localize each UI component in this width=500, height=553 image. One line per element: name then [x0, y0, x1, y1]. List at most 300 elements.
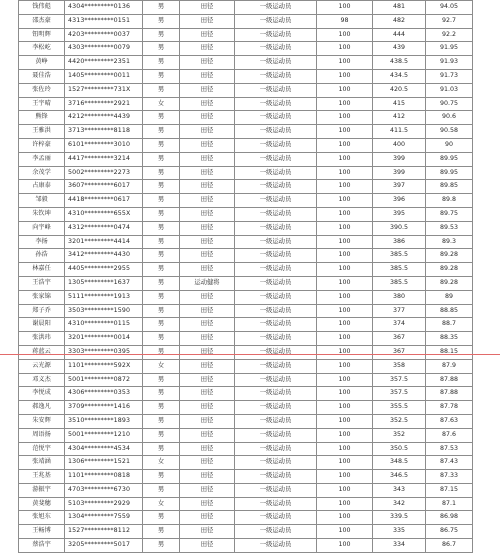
athlete-name-cell: 李松屹 [19, 42, 65, 56]
gender-cell: 男 [143, 249, 180, 263]
total-score-cell: 89.28 [426, 249, 473, 263]
score-b-cell: 377 [373, 304, 426, 318]
athlete-level-cell: 一级运动员 [235, 470, 317, 484]
athlete-level-cell: 一级运动员 [235, 14, 317, 28]
gender-cell: 男 [143, 235, 180, 249]
total-score-cell: 89.3 [426, 235, 473, 249]
id-number-cell: 5103*********2929 [65, 497, 143, 511]
total-score-cell: 89.95 [426, 166, 473, 180]
sport-cell: 田径 [180, 56, 235, 70]
score-b-cell: 346.5 [373, 470, 426, 484]
athlete-level-cell: 一级运动员 [235, 111, 317, 125]
table-row [19, 28, 473, 42]
table-row [19, 125, 473, 139]
id-number-cell: 4310*********655X [65, 207, 143, 221]
sport-cell: 田径 [180, 304, 235, 318]
sport-cell: 田径 [180, 414, 235, 428]
athlete-name-cell: 朱安辉 [19, 414, 65, 428]
total-score-cell: 89.28 [426, 263, 473, 277]
total-score-cell: 87.78 [426, 401, 473, 415]
score-b-cell: 385.5 [373, 249, 426, 263]
total-score-cell: 87.33 [426, 470, 473, 484]
gender-cell: 男 [143, 304, 180, 318]
score-a-cell: 100 [317, 28, 373, 42]
score-a-cell: 100 [317, 111, 373, 125]
score-b-cell: 357.5 [373, 373, 426, 387]
score-a-cell: 100 [317, 194, 373, 208]
athlete-name-cell: 李孟丽 [19, 152, 65, 166]
total-score-cell: 87.43 [426, 456, 473, 470]
score-a-cell: 100 [317, 249, 373, 263]
score-a-cell: 100 [317, 414, 373, 428]
athlete-name-cell: 张靖涵 [19, 456, 65, 470]
total-score-cell: 90.58 [426, 125, 473, 139]
id-number-cell: 4304*********0136 [65, 1, 143, 15]
score-b-cell: 438.5 [373, 56, 426, 70]
athlete-name-cell: 周语扬 [19, 428, 65, 442]
athlete-level-cell: 一级运动员 [235, 235, 317, 249]
id-number-cell: 1527*********8112 [65, 525, 143, 539]
score-a-cell: 100 [317, 235, 373, 249]
gender-cell: 女 [143, 497, 180, 511]
total-score-cell: 89.53 [426, 221, 473, 235]
athlete-name-cell: 蒋蓝云 [19, 345, 65, 359]
id-number-cell: 1527*********731X [65, 83, 143, 97]
athlete-name-cell: 王浩宇 [19, 276, 65, 290]
total-score-cell: 87.9 [426, 359, 473, 373]
id-number-cell: 3716*********2921 [65, 97, 143, 111]
sport-cell: 田径 [180, 456, 235, 470]
sport-cell: 田径 [180, 525, 235, 539]
score-b-cell: 411.5 [373, 125, 426, 139]
athlete-level-cell: 一级运动员 [235, 359, 317, 373]
score-a-cell: 100 [317, 332, 373, 346]
table-row [19, 525, 473, 539]
score-b-cell: 357.5 [373, 387, 426, 401]
total-score-cell: 91.93 [426, 56, 473, 70]
athlete-name-cell: 王兆基 [19, 470, 65, 484]
sport-cell: 田径 [180, 332, 235, 346]
gender-cell: 男 [143, 111, 180, 125]
score-a-cell: 100 [317, 497, 373, 511]
score-b-cell: 343 [373, 483, 426, 497]
athlete-name-cell: 孙浩 [19, 249, 65, 263]
id-number-cell: 4306*********0353 [65, 387, 143, 401]
table-row [19, 166, 473, 180]
gender-cell: 男 [143, 207, 180, 221]
athlete-level-cell: 一级运动员 [235, 318, 317, 332]
athlete-level-cell: 一级运动员 [235, 125, 317, 139]
sport-cell: 田径 [180, 69, 235, 83]
score-a-cell: 100 [317, 69, 373, 83]
total-score-cell: 87.88 [426, 373, 473, 387]
athlete-name-cell: 蔡浩宇 [19, 539, 65, 553]
score-b-cell: 367 [373, 345, 426, 359]
score-b-cell: 390.5 [373, 221, 426, 235]
id-number-cell: 4418*********0617 [65, 194, 143, 208]
gender-cell: 男 [143, 373, 180, 387]
table-row [19, 483, 473, 497]
total-score-cell: 87.88 [426, 387, 473, 401]
table-row [19, 152, 473, 166]
athlete-level-cell: 一级运动员 [235, 166, 317, 180]
score-a-cell: 100 [317, 318, 373, 332]
gender-cell: 女 [143, 97, 180, 111]
id-number-cell: 3412*********4430 [65, 249, 143, 263]
sport-cell: 田径 [180, 14, 235, 28]
gender-cell: 男 [143, 69, 180, 83]
score-b-cell: 385.5 [373, 263, 426, 277]
score-b-cell: 367 [373, 332, 426, 346]
gender-cell: 男 [143, 14, 180, 28]
score-b-cell: 400 [373, 138, 426, 152]
score-b-cell: 380 [373, 290, 426, 304]
gender-cell: 男 [143, 276, 180, 290]
athlete-level-cell: 一级运动员 [235, 483, 317, 497]
gender-cell: 男 [143, 1, 180, 15]
id-number-cell: 4310*********0115 [65, 318, 143, 332]
id-number-cell: 6101*********3010 [65, 138, 143, 152]
gender-cell: 男 [143, 28, 180, 42]
score-a-cell: 100 [317, 401, 373, 415]
score-b-cell: 355.5 [373, 401, 426, 415]
table-row [19, 194, 473, 208]
total-score-cell: 89.95 [426, 152, 473, 166]
score-a-cell: 100 [317, 180, 373, 194]
id-number-cell: 1405*********0011 [65, 69, 143, 83]
id-number-cell: 4203*********0037 [65, 28, 143, 42]
athlete-name-cell: 张洪玮 [19, 332, 65, 346]
table-row [19, 456, 473, 470]
id-number-cell: 3303*********0395 [65, 345, 143, 359]
total-score-cell: 87.15 [426, 483, 473, 497]
id-number-cell: 4417*********3214 [65, 152, 143, 166]
table-row [19, 428, 473, 442]
table-row [19, 332, 473, 346]
sport-cell: 田径 [180, 511, 235, 525]
athlete-level-cell: 一级运动员 [235, 249, 317, 263]
athlete-level-cell: 一级运动员 [235, 221, 317, 235]
score-b-cell: 396 [373, 194, 426, 208]
score-b-cell: 439 [373, 42, 426, 56]
score-b-cell: 444 [373, 28, 426, 42]
score-a-cell: 100 [317, 1, 373, 15]
score-a-cell: 100 [317, 138, 373, 152]
score-a-cell: 100 [317, 304, 373, 318]
score-a-cell: 100 [317, 539, 373, 553]
id-number-cell: 4304*********4534 [65, 442, 143, 456]
athlete-level-cell: 一级运动员 [235, 83, 317, 97]
sport-cell: 田径 [180, 111, 235, 125]
total-score-cell: 89.75 [426, 207, 473, 221]
gender-cell: 男 [143, 180, 180, 194]
table-row [19, 69, 473, 83]
total-score-cell: 89 [426, 290, 473, 304]
athlete-level-cell: 一级运动员 [235, 207, 317, 221]
id-number-cell: 1306*********1521 [65, 456, 143, 470]
sport-cell: 田径 [180, 97, 235, 111]
athlete-level-cell: 一级运动员 [235, 373, 317, 387]
table-row [19, 180, 473, 194]
total-score-cell: 91.73 [426, 69, 473, 83]
total-score-cell: 86.7 [426, 539, 473, 553]
sport-cell: 田径 [180, 290, 235, 304]
cutoff-line [0, 354, 500, 355]
athlete-name-cell: 云光源 [19, 359, 65, 373]
gender-cell: 男 [143, 83, 180, 97]
score-b-cell: 481 [373, 1, 426, 15]
gender-cell: 男 [143, 263, 180, 277]
score-a-cell: 100 [317, 221, 373, 235]
total-score-cell: 87.6 [426, 428, 473, 442]
gender-cell: 男 [143, 332, 180, 346]
gender-cell: 男 [143, 194, 180, 208]
athlete-level-cell: 一级运动员 [235, 152, 317, 166]
score-a-cell: 100 [317, 42, 373, 56]
sport-cell: 田径 [180, 359, 235, 373]
id-number-cell: 1101*********0818 [65, 470, 143, 484]
score-b-cell: 374 [373, 318, 426, 332]
gender-cell: 男 [143, 470, 180, 484]
sport-cell: 田径 [180, 152, 235, 166]
total-score-cell: 87.1 [426, 497, 473, 511]
table-row [19, 138, 473, 152]
table-row [19, 42, 473, 56]
table-row [19, 401, 473, 415]
score-b-cell: 415 [373, 97, 426, 111]
id-number-cell: 1304*********7559 [65, 511, 143, 525]
score-a-cell: 100 [317, 56, 373, 70]
athlete-level-cell: 一级运动员 [235, 194, 317, 208]
sport-cell: 田径 [180, 483, 235, 497]
athlete-name-cell: 王雅洪 [19, 125, 65, 139]
athlete-name-cell: 郝逸凡 [19, 401, 65, 415]
table-row [19, 470, 473, 484]
gender-cell: 男 [143, 483, 180, 497]
athlete-level-cell: 一级运动员 [235, 332, 317, 346]
total-score-cell: 90.75 [426, 97, 473, 111]
sport-cell: 田径 [180, 373, 235, 387]
table-row [19, 318, 473, 332]
athlete-name-cell: 聂佳浩 [19, 69, 65, 83]
score-b-cell: 420.5 [373, 83, 426, 97]
score-b-cell: 412 [373, 111, 426, 125]
score-a-cell: 100 [317, 83, 373, 97]
score-a-cell: 100 [317, 483, 373, 497]
table-row [19, 235, 473, 249]
total-score-cell: 86.98 [426, 511, 473, 525]
sport-cell: 田径 [180, 345, 235, 359]
id-number-cell: 1305*********1637 [65, 276, 143, 290]
table-row [19, 442, 473, 456]
total-score-cell: 89.28 [426, 276, 473, 290]
sport-cell: 田径 [180, 166, 235, 180]
athlete-level-cell: 一级运动员 [235, 276, 317, 290]
sport-cell: 田径 [180, 387, 235, 401]
athlete-level-cell: 一级运动员 [235, 69, 317, 83]
sport-cell: 田径 [180, 125, 235, 139]
total-score-cell: 90.6 [426, 111, 473, 125]
gender-cell: 男 [143, 345, 180, 359]
athlete-level-cell: 一级运动员 [235, 138, 317, 152]
score-b-cell: 352 [373, 428, 426, 442]
sport-cell: 田径 [180, 207, 235, 221]
athlete-name-cell: 邹毅 [19, 194, 65, 208]
id-number-cell: 4405*********2955 [65, 263, 143, 277]
table-body [19, 1, 473, 553]
total-score-cell: 92.2 [426, 28, 473, 42]
sport-cell: 田径 [180, 401, 235, 415]
id-number-cell: 3503*********1590 [65, 304, 143, 318]
table-row [19, 539, 473, 553]
sport-cell: 田径 [180, 428, 235, 442]
sport-cell: 田径 [180, 83, 235, 97]
id-number-cell: 4303*********0079 [65, 42, 143, 56]
athlete-name-cell: 钮明辉 [19, 28, 65, 42]
total-score-cell: 87.63 [426, 414, 473, 428]
score-b-cell: 358 [373, 359, 426, 373]
score-b-cell: 352.5 [373, 414, 426, 428]
total-score-cell: 89.8 [426, 194, 473, 208]
athlete-name-cell: 王宇晴 [19, 97, 65, 111]
score-a-cell: 100 [317, 125, 373, 139]
id-number-cell: 3205*********5017 [65, 539, 143, 553]
sport-cell: 运动健将 [180, 276, 235, 290]
athlete-level-cell: 一级运动员 [235, 180, 317, 194]
athlete-name-cell: 王畅博 [19, 525, 65, 539]
gender-cell: 男 [143, 387, 180, 401]
sport-cell: 田径 [180, 470, 235, 484]
score-a-cell: 100 [317, 511, 373, 525]
table-row [19, 249, 473, 263]
table-row [19, 290, 473, 304]
gender-cell: 男 [143, 125, 180, 139]
sport-cell: 田径 [180, 249, 235, 263]
athlete-name-cell: 张佐玲 [19, 83, 65, 97]
score-b-cell: 339.5 [373, 511, 426, 525]
athlete-name-cell: 张旭东 [19, 511, 65, 525]
athlete-level-cell: 一级运动员 [235, 387, 317, 401]
id-number-cell: 3201*********0014 [65, 332, 143, 346]
table-row [19, 414, 473, 428]
gender-cell: 男 [143, 525, 180, 539]
id-number-cell: 3607*********6017 [65, 180, 143, 194]
id-number-cell: 3713*********8118 [65, 125, 143, 139]
athlete-name-cell: 邵杰豪 [19, 14, 65, 28]
athlete-level-cell: 一级运动员 [235, 525, 317, 539]
gender-cell: 女 [143, 359, 180, 373]
score-a-cell: 100 [317, 166, 373, 180]
sport-cell: 田径 [180, 28, 235, 42]
athlete-name-cell: 林嘉任 [19, 263, 65, 277]
total-score-cell: 90 [426, 138, 473, 152]
gender-cell: 男 [143, 511, 180, 525]
id-number-cell: 4212*********4439 [65, 111, 143, 125]
score-a-cell: 100 [317, 290, 373, 304]
sport-cell: 田径 [180, 235, 235, 249]
id-number-cell: 3510*********1893 [65, 414, 143, 428]
gender-cell: 男 [143, 442, 180, 456]
score-a-cell: 100 [317, 525, 373, 539]
id-number-cell: 5001*********0872 [65, 373, 143, 387]
total-score-cell: 87.53 [426, 442, 473, 456]
athlete-score-table [18, 0, 473, 553]
gender-cell: 男 [143, 401, 180, 415]
athlete-level-cell: 一级运动员 [235, 1, 317, 15]
gender-cell: 女 [143, 456, 180, 470]
sport-cell: 田径 [180, 497, 235, 511]
athlete-name-cell: 谢晨阳 [19, 318, 65, 332]
gender-cell: 男 [143, 152, 180, 166]
sport-cell: 田径 [180, 42, 235, 56]
table-row [19, 83, 473, 97]
athlete-name-cell: 黄斐穗 [19, 497, 65, 511]
athlete-name-cell: 郑子乔 [19, 304, 65, 318]
table-row [19, 276, 473, 290]
sport-cell: 田径 [180, 263, 235, 277]
score-a-cell: 100 [317, 152, 373, 166]
score-a-cell: 100 [317, 207, 373, 221]
score-b-cell: 397 [373, 180, 426, 194]
total-score-cell: 91.03 [426, 83, 473, 97]
table-row [19, 387, 473, 401]
id-number-cell: 4312*********0474 [65, 221, 143, 235]
sport-cell: 田径 [180, 221, 235, 235]
gender-cell: 男 [143, 318, 180, 332]
table-row [19, 56, 473, 70]
gender-cell: 男 [143, 138, 180, 152]
score-b-cell: 385.5 [373, 276, 426, 290]
total-score-cell: 89.85 [426, 180, 473, 194]
table-row [19, 304, 473, 318]
table-row [19, 373, 473, 387]
total-score-cell: 88.15 [426, 345, 473, 359]
table-row [19, 111, 473, 125]
gender-cell: 男 [143, 414, 180, 428]
score-b-cell: 399 [373, 152, 426, 166]
score-a-cell: 100 [317, 359, 373, 373]
athlete-level-cell: 一级运动员 [235, 428, 317, 442]
score-b-cell: 434.5 [373, 69, 426, 83]
gender-cell: 男 [143, 539, 180, 553]
sport-cell: 田径 [180, 194, 235, 208]
score-a-cell: 100 [317, 456, 373, 470]
athlete-level-cell: 一级运动员 [235, 28, 317, 42]
id-number-cell: 3709*********1416 [65, 401, 143, 415]
athlete-level-cell: 一级运动员 [235, 97, 317, 111]
table-row [19, 207, 473, 221]
athlete-name-cell: 李扬 [19, 235, 65, 249]
gender-cell: 男 [143, 166, 180, 180]
athlete-name-cell: 游振宇 [19, 483, 65, 497]
score-a-cell: 100 [317, 470, 373, 484]
table-row [19, 345, 473, 359]
table-row [19, 1, 473, 15]
athlete-level-cell: 一级运动员 [235, 414, 317, 428]
athlete-level-cell: 一级运动员 [235, 539, 317, 553]
table-row [19, 263, 473, 277]
athlete-name-cell: 钱伟彪 [19, 1, 65, 15]
athlete-name-cell: 范悦宇 [19, 442, 65, 456]
athlete-name-cell: 许梓豪 [19, 138, 65, 152]
total-score-cell: 92.7 [426, 14, 473, 28]
athlete-level-cell: 一级运动员 [235, 442, 317, 456]
athlete-name-cell: 余茂学 [19, 166, 65, 180]
score-b-cell: 399 [373, 166, 426, 180]
id-number-cell: 3201*********4414 [65, 235, 143, 249]
score-a-cell: 100 [317, 276, 373, 290]
id-number-cell: 4420*********2351 [65, 56, 143, 70]
